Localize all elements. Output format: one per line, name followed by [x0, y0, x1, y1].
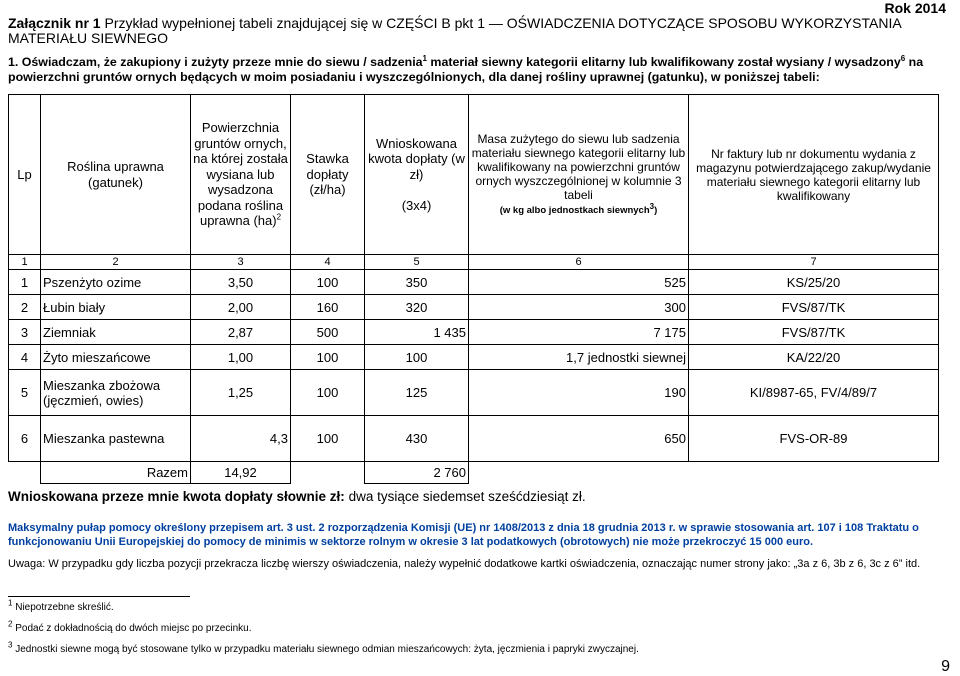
cell-amount: 430 [365, 416, 469, 462]
footnote-mark: 3 [8, 640, 13, 650]
year-label: Rok 2014 [884, 0, 946, 16]
column-number: 5 [365, 255, 469, 270]
cell-amount: 320 [365, 295, 469, 320]
cell-rate: 100 [291, 416, 365, 462]
annex-description: Przykład wypełnionej tabeli znajdującej się w CZĘŚCI B pkt 1 — OŚWIADCZENIA DOTYCZĄCE SPOSOBU WYKORZYSTANIA MATERIAŁU SIEWNEGO [8, 15, 901, 46]
cell-area: 2,00 [191, 295, 291, 320]
table-row [9, 345, 939, 370]
annex-number: Załącznik nr 1 [8, 15, 101, 31]
amount-in-words-value: dwa tysiące siedemset sześćdziesiąt zł. [344, 489, 586, 504]
remark-note: Uwaga: W przypadku gdy liczba pozycji przekracza liczbę wierszy oświadczenia, należy wypełnić dodatkowe kartki oświadczenia, oznaczając numer strony jako: „3a z 6, 3b z 6, 3c z 6” itd. [8, 558, 921, 570]
header-invoice: Nr faktury lub nr dokumentu wydania z magazynu potwierdzającego zakup/wydanie materiału siewnego kategorii elitarny lub kwalifikowany [689, 95, 939, 255]
cell-invoice: KA/22/20 [689, 345, 939, 370]
cell-invoice: FVS/87/TK [689, 320, 939, 345]
cell-lp: 5 [9, 370, 41, 416]
cell-area: 1,25 [191, 370, 291, 416]
header-area [191, 95, 291, 255]
footnote-divider [8, 596, 190, 597]
column-number-row [9, 255, 939, 270]
header-rate: Stawka dopłaty (zł/ha) [291, 95, 365, 255]
footnote-ref-2: 2 [276, 212, 282, 222]
cell-plant: Łubin biały [41, 295, 191, 320]
footnote-mark: 1 [8, 598, 13, 608]
header-area-text: Powierzchnia gruntów ornych, na której została wysiana lub wysadzona podana roślina uprawna (ha) [193, 120, 288, 229]
annex-title [8, 16, 952, 46]
empty-cell [689, 462, 939, 484]
cell-mass: 1,7 jednostki siewnej [469, 345, 689, 370]
cell-amount: 100 [365, 345, 469, 370]
cell-invoice: KS/25/20 [689, 270, 939, 295]
cell-amount: 350 [365, 270, 469, 295]
footnote-3 [8, 640, 639, 655]
footnote-ref-3: 3 [649, 201, 655, 211]
cell-rate: 100 [291, 345, 365, 370]
header-amount [365, 95, 469, 255]
cell-area: 4,3 [191, 416, 291, 462]
footnote-mark: 2 [8, 619, 13, 629]
cell-amount: 125 [365, 370, 469, 416]
cell-plant: Mieszanka zbożowa (jęczmień, owies) [41, 370, 191, 416]
empty-cell [469, 462, 689, 484]
cell-mass: 7 175 [469, 320, 689, 345]
cell-plant: Mieszanka pastewna [41, 416, 191, 462]
total-amount: 2 760 [365, 462, 469, 484]
cell-lp: 4 [9, 345, 41, 370]
footnote-ref-6: 6 [900, 53, 906, 63]
column-number: 3 [191, 255, 291, 270]
cell-mass: 300 [469, 295, 689, 320]
cell-rate: 100 [291, 270, 365, 295]
header-plant: Roślina uprawna (gatunek) [41, 95, 191, 255]
cell-invoice: KI/8987-65, FV/4/89/7 [689, 370, 939, 416]
cell-lp: 6 [9, 416, 41, 462]
header-mass-note: (w kg albo jednostkach siewnych$^3$) [499, 201, 658, 216]
cell-invoice: FVS/87/TK [689, 295, 939, 320]
intro-text-c: na powierzchni gruntów ornych będących w moim posiadaniu i wyszczególnionych, dla danej rośliny uprawnej (gatunku), w poniższej tabeli: [8, 55, 924, 84]
cell-area: 2,87 [191, 320, 291, 345]
amount-in-words-label: Wnioskowana przeze mnie kwota dopłaty słownie zł: [8, 489, 345, 504]
cell-invoice: FVS-OR-89 [689, 416, 939, 462]
empty-cell [9, 462, 41, 484]
column-number: 1 [9, 255, 41, 270]
cell-area: 1,00 [191, 345, 291, 370]
cell-lp: 3 [9, 320, 41, 345]
cell-lp: 2 [9, 295, 41, 320]
cell-rate: 100 [291, 370, 365, 416]
cell-amount: 1 435 [365, 320, 469, 345]
cell-plant: Pszenżyto ozime [41, 270, 191, 295]
max-aid-note: Maksymalny pułap pomocy określony przepisem art. 3 ust. 2 rozporządzenia Komisji (UE) nr 1408/2013 z dnia 18 grudnia 2013 r. w sprawie stosowania art. 107 i 108 Traktatu o funkcjonowaniu Unii Europejskiej do pomocy de minimis w sektorze rolnym w okresie 3 lat podatkowych (obrotowych) nie może przekroczyć 15 000 euro. [8, 522, 919, 548]
column-number: 7 [689, 255, 939, 270]
footnote-text: Niepotrzebne skreślić. [12, 602, 114, 613]
table-row [9, 295, 939, 320]
intro-text-b: materiał siewny kategorii elitarny lub kwalifikowany został wysiany / wysadzony [426, 55, 901, 69]
footnote-text: Podać z dokładnością do dwóch miejsc po przecinku. [12, 623, 252, 634]
footnote-1 [8, 598, 114, 613]
table-header-row [9, 95, 939, 255]
cell-plant: Ziemniak [41, 320, 191, 345]
empty-cell [291, 462, 365, 484]
header-amount-formula: (3x4) [401, 197, 432, 213]
cell-mass: 650 [469, 416, 689, 462]
cell-rate: 500 [291, 320, 365, 345]
footnote-2 [8, 619, 252, 634]
footnote-ref-1: 1 [422, 53, 427, 63]
cell-mass: 190 [469, 370, 689, 416]
column-number: 6 [469, 255, 689, 270]
total-row [9, 462, 939, 484]
cell-rate: 160 [291, 295, 365, 320]
header-mass-text: Masa zużytego do siewu lub sadzenia materiału siewnego kategorii elitarny lub kwalifikowany na powierzchni gruntów ornych wyszczególnionej w kolumnie 3 tabeli [471, 131, 686, 202]
column-number: 2 [41, 255, 191, 270]
seed-usage-table [8, 94, 939, 484]
header-amount-text: Wnioskowana kwota dopłaty (w zł) [368, 135, 465, 182]
cell-mass: 525 [469, 270, 689, 295]
header-mass [469, 95, 689, 255]
declaration-intro [8, 55, 958, 85]
page-number: 9 [941, 658, 950, 675]
table-row [9, 416, 939, 462]
cell-plant: Żyto mieszańcowe [41, 345, 191, 370]
footnote-text: Jednostki siewne mogą być stosowane tylko w przypadku materiału siewnego odmian mieszańcowych: żyta, jęczmienia i papryki zwyczajnej. [12, 644, 639, 655]
amount-in-words [8, 489, 586, 504]
total-area: 14,92 [191, 462, 291, 484]
table-row [9, 320, 939, 345]
intro-text-a: 1. Oświadczam, że zakupiony i zużyty przeze mnie do siewu / sadzenia [8, 55, 423, 69]
total-label: Razem [41, 462, 191, 484]
table-row [9, 370, 939, 416]
header-lp: Lp [9, 95, 41, 255]
cell-area: 3,50 [191, 270, 291, 295]
table-row [9, 270, 939, 295]
cell-lp: 1 [9, 270, 41, 295]
column-number: 4 [291, 255, 365, 270]
